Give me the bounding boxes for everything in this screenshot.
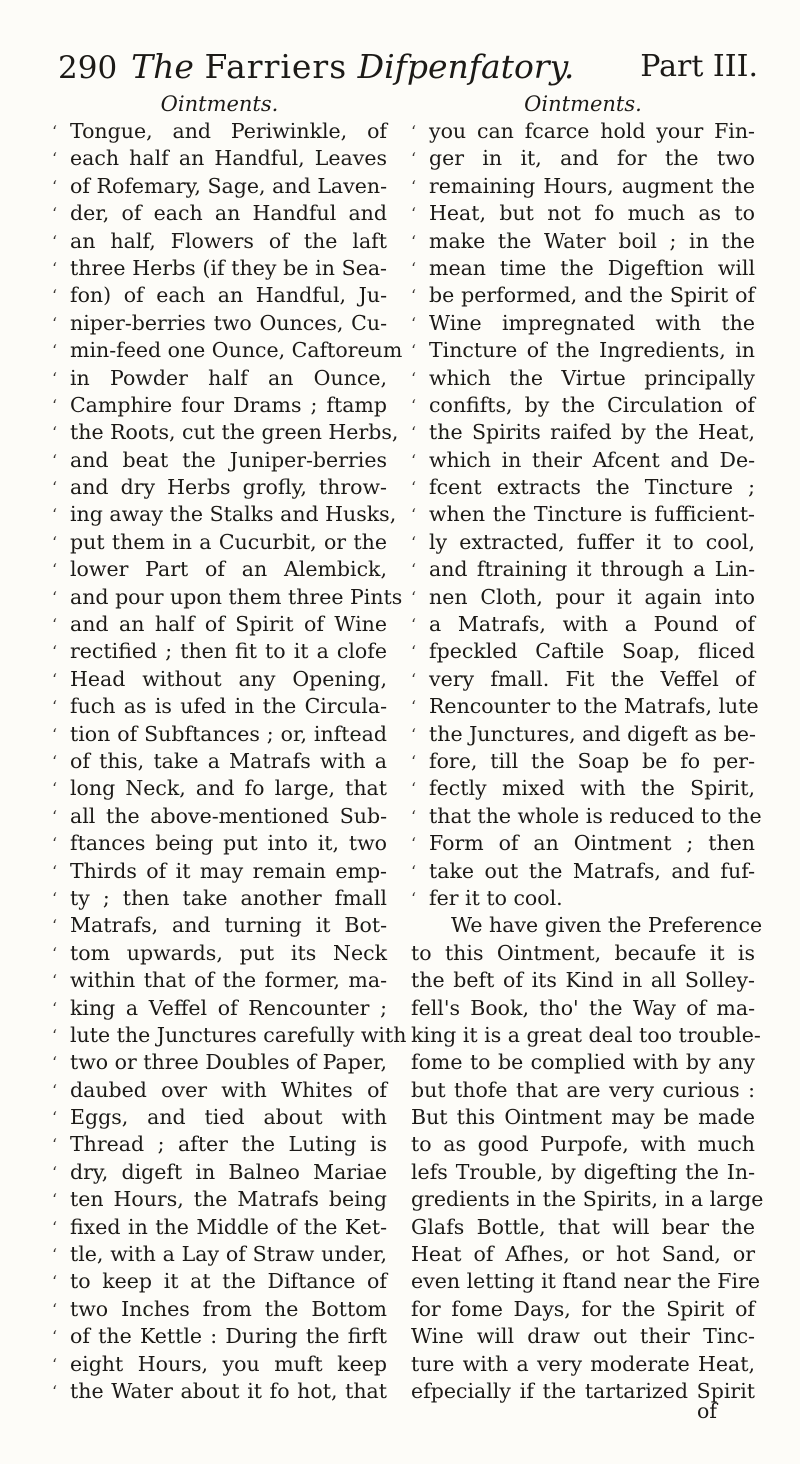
text-line: ‘ fpeckled Caftile Soap, fliced — [411, 638, 755, 665]
text-line: ‘ rectified ; then fit to it a clofe — [52, 638, 387, 665]
catchword: of — [697, 1399, 717, 1423]
text-line: ‘ ty ; then take another fmall — [52, 885, 387, 912]
text-line: ‘ ten Hours, the Matrafs being — [52, 1186, 387, 1213]
text-line: ‘ ing away the Stalks and Husks, — [52, 501, 387, 528]
text-line: gredients in the Spirits, in a large — [411, 1187, 764, 1212]
text-line: ‘ a Matrafs, with a Pound of — [411, 611, 755, 638]
text-line: ‘ in Powder half an Ounce, — [52, 365, 387, 392]
left-column-heading: Ointments. — [160, 92, 279, 116]
text-line: efpecially if the tartarized Spirit — [411, 1378, 755, 1403]
text-line: to this Ointment, becaufe it is — [411, 940, 755, 965]
text-line: ‘ fon) of each an Handful, Ju- — [52, 282, 387, 309]
text-line: ‘ fuch as is ufed in the Circula- — [52, 693, 387, 720]
text-line: ‘ fectly mixed with the Spirit, — [411, 775, 755, 802]
text-line: ‘ Thirds of it may remain emp- — [52, 858, 387, 885]
text-line: king it is a great deal too trouble- — [411, 1022, 761, 1047]
text-line: ture with a very moderate Heat, — [411, 1351, 755, 1376]
text-line: We have given the Preference — [451, 913, 763, 938]
text-line: ‘ ly extracted, fuffer it to cool, — [411, 529, 755, 556]
right-column — [411, 90, 764, 1405]
text-line: ‘ two Inches from the Bottom — [52, 1296, 387, 1323]
text-line: ‘ and dry Herbs grofly, throw- — [52, 474, 387, 501]
left-column-text — [52, 118, 407, 1405]
text-line: ‘ be performed, and the Spirit of — [411, 282, 755, 309]
text-line: ‘ tion of Subftances ; or, inftead — [52, 721, 387, 748]
text-line: ‘ and pour upon them three Pints — [52, 584, 387, 611]
text-line: ‘ the Roots, cut the green Herbs, — [52, 419, 387, 446]
text-line: ‘ which in their Afcent and De- — [411, 447, 755, 474]
text-line: ‘ nen Cloth, pour it again into — [411, 584, 755, 611]
text-line: ‘ confifts, by the Circulation of — [411, 392, 755, 419]
text-line: Heat of Afhes, or hot Sand, or — [411, 1242, 755, 1267]
right-column-text — [411, 118, 764, 1405]
text-line: But this Ointment may be made — [411, 1105, 755, 1130]
text-line: ‘ Matrafs, and turning it Bot- — [52, 912, 387, 939]
text-line: ‘ an half, Flowers of the laft — [52, 228, 387, 255]
text-line: ‘ Heat, but not fo much as to — [411, 200, 755, 227]
text-line: ‘ Tincture of the Ingredients, in — [411, 337, 755, 364]
text-line: ‘ Tongue, and Periwinkle, of — [52, 118, 387, 145]
text-line: ‘ fore, till the Soap be fo per- — [411, 748, 755, 775]
page-number: 290 — [58, 50, 118, 86]
text-line: ‘ min-feed one Ounce, Caftoreum — [52, 337, 387, 364]
text-line: ‘ of this, take a Matrafs with a — [52, 748, 387, 775]
text-line: ‘ within that of the former, ma- — [52, 967, 387, 994]
text-line: ‘ Rencounter to the Matrafs, lute — [411, 693, 755, 720]
text-line: Wine will draw out their Tinc- — [411, 1324, 755, 1349]
text-line: fell's Book, tho' the Way of ma- — [411, 995, 755, 1020]
text-line: ‘ fer it to cool. — [411, 885, 755, 912]
text-line: ‘ Head without any Opening, — [52, 666, 387, 693]
text-line: ‘ the Water about it fo hot, that — [52, 1378, 387, 1405]
title-dispensatory: Difpenfatory. — [357, 47, 575, 86]
text-line: ‘ and an half of Spirit of Wine — [52, 611, 387, 638]
text-line: ‘ lower Part of an Alembick, — [52, 556, 387, 583]
text-line: ‘ the Junctures, and digeft as be- — [411, 721, 755, 748]
text-line: ‘ when the Tincture is fufficient- — [411, 501, 755, 528]
text-line: to as good Purpofe, with much — [411, 1132, 755, 1157]
text-line: for fome Days, for the Spirit of — [411, 1296, 755, 1321]
text-line: but thofe that are very curious : — [411, 1077, 755, 1102]
text-line: ‘ Thread ; after the Luting is — [52, 1131, 387, 1158]
text-line: ‘ daubed over with Whites of — [52, 1077, 387, 1104]
text-line: ‘ all the above-mentioned Sub- — [52, 803, 387, 830]
text-line: ‘ and beat the Juniper-berries — [52, 447, 387, 474]
text-line: ‘ eight Hours, you muft keep — [52, 1351, 387, 1378]
left-column — [52, 90, 407, 1405]
text-line: ‘ you can fcarce hold your Fin- — [411, 118, 755, 145]
text-line: ‘ mean time the Digeftion will — [411, 255, 755, 282]
text-line: ‘ take out the Matrafs, and fuf- — [411, 858, 755, 885]
running-head — [58, 44, 758, 90]
text-line: ‘ tle, with a Lay of Straw under, — [52, 1241, 387, 1268]
text-line: ‘ to keep it at the Diftance of — [52, 1268, 387, 1295]
text-line: ‘ three Herbs (if they be in Sea- — [52, 255, 387, 282]
text-line: ‘ tom upwards, put its Neck — [52, 940, 387, 967]
text-line: ‘ of the Kettle : During the firft — [52, 1323, 387, 1350]
text-line: lefs Trouble, by digefting the In- — [411, 1159, 755, 1184]
text-line: ‘ Camphire four Drams ; ftamp — [52, 392, 387, 419]
title-farriers: Farriers — [204, 47, 348, 86]
text-line: ‘ Wine impregnated with the — [411, 310, 755, 337]
text-line: ‘ put them in a Cucurbit, or the — [52, 529, 387, 556]
text-line: ‘ ftances being put into it, two — [52, 830, 387, 857]
text-line: fome to be complied with by any — [411, 1050, 755, 1075]
text-line: ‘ long Neck, and fo large, that — [52, 775, 387, 802]
text-line: ‘ the Spirits raifed by the Heat, — [411, 419, 755, 446]
right-column-heading: Ointments. — [524, 92, 642, 116]
part-label: Part III. — [640, 49, 758, 84]
text-line: Glafs Bottle, that will bear the — [411, 1214, 755, 1239]
text-line: ‘ ger in it, and for the two — [411, 145, 755, 172]
text-line: ‘ each half an Handful, Leaves — [52, 145, 387, 172]
text-line: even letting it ftand near the Fire — [411, 1269, 761, 1294]
text-line: ‘ make the Water boil ; in the — [411, 228, 755, 255]
text-line: ‘ Eggs, and tied about with — [52, 1104, 387, 1131]
text-line: ‘ of Rofemary, Sage, and Laven- — [52, 173, 387, 200]
text-line: ‘ two or three Doubles of Paper, — [52, 1049, 387, 1076]
text-line: ‘ that the whole is reduced to the — [411, 803, 755, 830]
text-line: ‘ niper-berries two Ounces, Cu- — [52, 310, 387, 337]
text-line: ‘ king a Veffel of Rencounter ; — [52, 995, 387, 1022]
text-line: ‘ Form of an Ointment ; then — [411, 830, 755, 857]
text-line: the beft of its Kind in all Solley- — [411, 968, 755, 993]
text-line: ‘ der, of each an Handful and — [52, 200, 387, 227]
text-line: ‘ which the Virtue principally — [411, 365, 755, 392]
text-line: ‘ lute the Junctures carefully with — [52, 1022, 387, 1049]
text-line: ‘ fixed in the Middle of the Ket- — [52, 1214, 387, 1241]
text-line: ‘ fcent extracts the Tincture ; — [411, 474, 755, 501]
text-line: ‘ very fmall. Fit the Veffel of — [411, 666, 755, 693]
text-line: ‘ dry, digeft in Balneo Mariae — [52, 1159, 387, 1186]
title-the: The — [131, 47, 194, 86]
text-line: ‘ remaining Hours, augment the — [411, 173, 755, 200]
text-line: ‘ and ftraining it through a Lin- — [411, 556, 755, 583]
